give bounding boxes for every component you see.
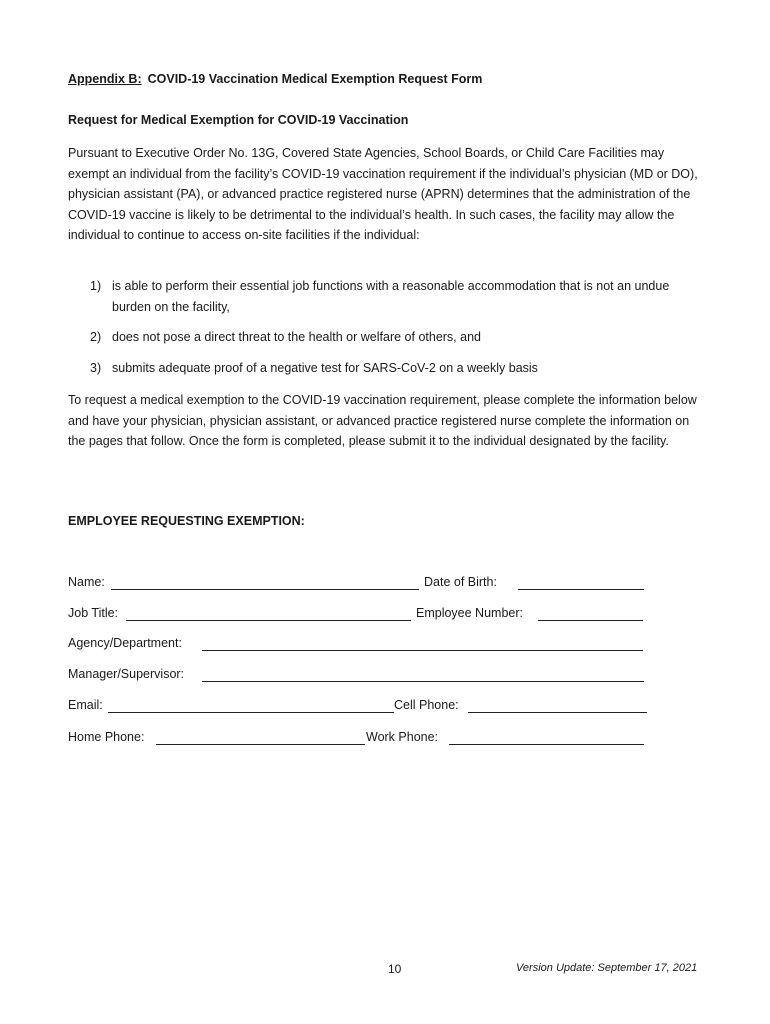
version-note: Version Update: September 17, 2021 <box>516 962 698 974</box>
appendix-title: COVID-19 Vaccination Medical Exemption Request Form <box>147 72 483 86</box>
home-phone-label: Home Phone: <box>68 730 145 744</box>
condition-number: 1) <box>90 279 102 293</box>
appendix-label: Appendix B: <box>68 72 142 86</box>
job-row <box>68 606 658 624</box>
home-phone-field[interactable] <box>156 744 365 745</box>
dob-field[interactable] <box>518 589 644 590</box>
name-row <box>68 575 658 593</box>
manager-label: Manager/Supervisor: <box>68 667 185 681</box>
form-subtitle: Request for Medical Exemption for COVID-19 Vaccination <box>68 113 409 127</box>
dob-label: Date of Birth: <box>424 575 497 589</box>
cell-phone-label: Cell Phone: <box>394 698 459 712</box>
employee-number-field[interactable] <box>538 620 643 621</box>
intro-paragraph: Pursuant to Executive Order No. 13G, Covered State Agencies, School Boards, or Child Care Facilities may exempt an individual from the facility’s COVID-19 vaccination requirement if the individual’s physician (MD or DO), physician assistant (PA), or advanced practice registered nurse (APRN) determines that the administration of the COVID-19 vaccine is likely to be detrimental to the individual’s health. In such cases, the facility may allow the individual to continue to access on-site facilities if the individual: <box>68 146 698 242</box>
instructions-paragraph: To request a medical exemption to the COVID-19 vaccination requirement, please complete the information below and have your physician, physician assistant, or advanced practice registered nurse complete the information on the pages that follow. Once the form is completed, please submit it to the individual designated by the facility. <box>68 393 697 448</box>
manager-row <box>68 667 658 685</box>
section-title: EMPLOYEE REQUESTING EXEMPTION: <box>68 514 305 528</box>
condition-text: is able to perform their essential job functions with a reasonable accommodation that is not an undue burden on the facility, <box>112 279 670 314</box>
appendix-heading <box>68 72 482 86</box>
agency-field[interactable] <box>202 650 643 651</box>
condition-number: 3) <box>90 361 102 375</box>
condition-number: 2) <box>90 330 102 344</box>
phone-row <box>68 730 658 748</box>
work-phone-field[interactable] <box>449 744 644 745</box>
agency-label: Agency/Department: <box>68 636 182 650</box>
email-label: Email: <box>68 698 103 712</box>
name-field[interactable] <box>111 589 419 590</box>
email-row <box>68 698 658 716</box>
work-phone-label: Work Phone: <box>366 730 439 744</box>
condition-text: does not pose a direct threat to the health or welfare of others, and <box>112 330 481 344</box>
manager-field[interactable] <box>202 681 644 682</box>
page-number: 10 <box>388 962 402 976</box>
job-title-label: Job Title: <box>68 606 119 620</box>
name-label: Name: <box>68 575 105 589</box>
cell-phone-field[interactable] <box>468 712 647 713</box>
agency-row <box>68 636 658 654</box>
email-field[interactable] <box>108 712 394 713</box>
job-title-field[interactable] <box>126 620 411 621</box>
condition-text: submits adequate proof of a negative test for SARS-CoV-2 on a weekly basis <box>112 361 538 375</box>
employee-number-label: Employee Number: <box>416 606 523 620</box>
